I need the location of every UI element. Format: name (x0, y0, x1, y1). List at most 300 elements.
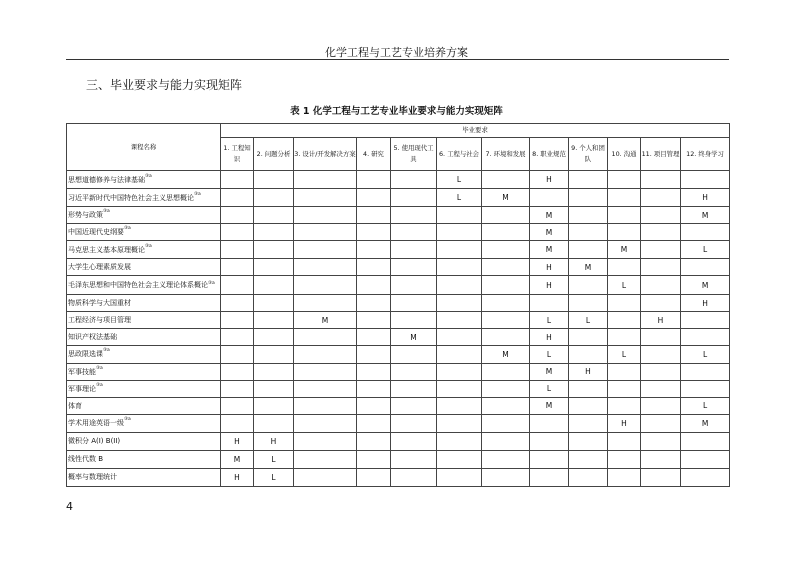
support-level-cell (221, 207, 254, 224)
support-level-cell (641, 276, 681, 295)
support-level-cell (482, 468, 530, 486)
support-level-cell (569, 189, 608, 207)
support-level-cell (482, 450, 530, 468)
support-level-cell (482, 414, 530, 432)
support-level-cell (437, 450, 482, 468)
course-name: 线性代数 B (68, 455, 104, 464)
support-level-cell (221, 312, 254, 329)
support-level-cell: H (641, 312, 681, 329)
support-level-cell: M (482, 189, 530, 207)
course-name: 概率与数理统计 (68, 473, 117, 482)
support-level-cell (569, 171, 608, 189)
support-level-cell (254, 189, 294, 207)
support-level-cell (569, 380, 608, 397)
support-level-cell (437, 241, 482, 259)
support-level-cell: L (608, 276, 641, 295)
support-level-cell (641, 241, 681, 259)
support-level-cell: H (681, 295, 730, 312)
support-level-cell (221, 295, 254, 312)
support-level-cell (254, 312, 294, 329)
support-level-cell (681, 312, 730, 329)
support-level-cell (569, 468, 608, 486)
support-level-cell (391, 432, 437, 450)
course-name-cell (67, 380, 221, 397)
support-level-cell (641, 468, 681, 486)
support-level-cell (608, 171, 641, 189)
support-level-cell (254, 346, 294, 363)
support-level-cell (357, 171, 391, 189)
support-level-cell (608, 224, 641, 241)
support-level-cell (357, 241, 391, 259)
support-level-cell (608, 207, 641, 224)
support-level-cell (391, 171, 437, 189)
requirement-header-6: 6. 工程与社会 (437, 138, 482, 171)
course-note: ③a (96, 382, 103, 388)
support-level-cell (294, 259, 357, 276)
support-level-cell (569, 241, 608, 259)
support-level-cell: M (569, 259, 608, 276)
support-level-cell (357, 259, 391, 276)
course-note: ③a (103, 209, 110, 215)
support-level-cell (221, 171, 254, 189)
support-level-cell (569, 276, 608, 295)
course-note: ③a (124, 226, 131, 232)
support-level-cell (254, 380, 294, 397)
support-level-cell (437, 468, 482, 486)
requirement-header-11: 11. 项目管理 (641, 138, 681, 171)
table-row (67, 414, 730, 432)
requirement-header-7: 7. 环境和发展 (482, 138, 530, 171)
support-level-cell (294, 276, 357, 295)
table-row (67, 468, 730, 486)
support-level-cell (357, 432, 391, 450)
support-level-cell: H (530, 259, 569, 276)
support-level-cell (391, 346, 437, 363)
support-level-cell: L (530, 380, 569, 397)
support-level-cell (482, 259, 530, 276)
requirement-header-10: 10. 沟通 (608, 138, 641, 171)
support-level-cell (357, 414, 391, 432)
support-level-cell (437, 329, 482, 346)
requirement-header-5: 5. 使用现代工具 (391, 138, 437, 171)
course-name-cell (67, 295, 221, 312)
support-level-cell (641, 432, 681, 450)
support-level-cell (357, 295, 391, 312)
support-level-cell (221, 397, 254, 414)
support-level-cell: M (608, 241, 641, 259)
support-level-cell (530, 450, 569, 468)
requirements-matrix-table (66, 123, 730, 487)
support-level-cell (569, 295, 608, 312)
course-name: 微积分 A(I) B(II) (68, 437, 121, 446)
support-level-cell (254, 397, 294, 414)
support-level-cell (357, 346, 391, 363)
support-level-cell (294, 241, 357, 259)
support-level-cell (641, 295, 681, 312)
table-row (67, 224, 730, 241)
support-level-cell: L (437, 189, 482, 207)
support-level-cell: L (254, 450, 294, 468)
support-level-cell (221, 276, 254, 295)
support-level-cell: L (437, 171, 482, 189)
support-level-cell (221, 224, 254, 241)
support-level-cell (482, 432, 530, 450)
support-level-cell: H (569, 363, 608, 380)
course-note: ③a (96, 365, 103, 371)
support-level-cell: L (608, 346, 641, 363)
support-level-cell (530, 468, 569, 486)
requirement-header-3: 3. 设计/开发解决方案 (294, 138, 357, 171)
support-level-cell (357, 276, 391, 295)
section-heading: 三、毕业要求与能力实现矩阵 (86, 78, 243, 92)
course-name-cell (67, 276, 221, 295)
support-level-cell (681, 224, 730, 241)
support-level-cell (608, 450, 641, 468)
support-level-cell: L (530, 346, 569, 363)
support-level-cell (641, 207, 681, 224)
course-name: 体育 (68, 401, 82, 410)
support-level-cell (357, 450, 391, 468)
support-level-cell: M (530, 363, 569, 380)
course-name: 毛泽东思想和中国特色社会主义理论体系概论 (68, 281, 208, 290)
course-note: ③a (145, 173, 152, 179)
course-name-cell (67, 450, 221, 468)
support-level-cell (482, 329, 530, 346)
course-name-cell (67, 468, 221, 486)
support-level-cell (357, 329, 391, 346)
support-level-cell (608, 329, 641, 346)
course-note: ③a (145, 243, 152, 249)
course-name-cell (67, 224, 221, 241)
support-level-cell (391, 241, 437, 259)
support-level-cell: H (681, 189, 730, 207)
support-level-cell (482, 397, 530, 414)
support-level-cell (437, 259, 482, 276)
support-level-cell: M (681, 207, 730, 224)
support-level-cell (608, 363, 641, 380)
table-row (67, 450, 730, 468)
support-level-cell: M (681, 414, 730, 432)
support-level-cell (294, 380, 357, 397)
course-note: ③a (103, 348, 110, 354)
support-level-cell: L (681, 397, 730, 414)
support-level-cell (294, 224, 357, 241)
support-level-cell (294, 363, 357, 380)
support-level-cell: H (221, 432, 254, 450)
support-level-cell: H (530, 276, 569, 295)
requirement-header-4: 4. 研究 (357, 138, 391, 171)
support-level-cell (391, 468, 437, 486)
support-level-cell: M (530, 397, 569, 414)
support-level-cell (681, 432, 730, 450)
support-level-cell: M (294, 312, 357, 329)
support-level-cell (608, 468, 641, 486)
support-level-cell (391, 259, 437, 276)
support-level-cell: H (254, 432, 294, 450)
support-level-cell (569, 224, 608, 241)
header-divider (66, 59, 729, 60)
support-level-cell (254, 171, 294, 189)
support-level-cell: M (681, 276, 730, 295)
support-level-cell: M (530, 207, 569, 224)
support-level-cell (608, 432, 641, 450)
course-name: 思政限选课 (68, 350, 103, 359)
support-level-cell (437, 276, 482, 295)
support-level-cell: L (681, 346, 730, 363)
support-level-cell (221, 380, 254, 397)
course-name-cell (67, 171, 221, 189)
course-name: 工程经济与项目管理 (68, 316, 131, 325)
support-level-cell (641, 224, 681, 241)
support-level-cell (221, 189, 254, 207)
table-row (67, 295, 730, 312)
support-level-cell (357, 397, 391, 414)
table-row (67, 189, 730, 207)
support-level-cell (681, 468, 730, 486)
support-level-cell (641, 329, 681, 346)
support-level-cell (391, 397, 437, 414)
course-name-cell (67, 189, 221, 207)
table-row (67, 363, 730, 380)
support-level-cell (437, 295, 482, 312)
course-name: 知识产权法基础 (68, 333, 117, 342)
support-level-cell (608, 397, 641, 414)
support-level-cell (437, 380, 482, 397)
support-level-cell (437, 312, 482, 329)
support-level-cell (254, 259, 294, 276)
support-level-cell (569, 432, 608, 450)
support-level-cell (357, 380, 391, 397)
support-level-cell (294, 171, 357, 189)
table-row (67, 397, 730, 414)
support-level-cell (254, 276, 294, 295)
support-level-cell: M (391, 329, 437, 346)
requirements-group-header: 毕业要求 (221, 124, 730, 138)
support-level-cell (641, 346, 681, 363)
support-level-cell (482, 380, 530, 397)
table-row (67, 276, 730, 295)
support-level-cell (294, 450, 357, 468)
support-level-cell (530, 414, 569, 432)
support-level-cell (569, 397, 608, 414)
support-level-cell (357, 312, 391, 329)
course-note: ③a (194, 191, 201, 197)
support-level-cell (641, 171, 681, 189)
course-name-cell (67, 241, 221, 259)
support-level-cell (254, 207, 294, 224)
support-level-cell (391, 224, 437, 241)
support-level-cell (608, 312, 641, 329)
support-level-cell (391, 363, 437, 380)
support-level-cell (391, 380, 437, 397)
course-name: 思想道德修养与法律基础 (68, 175, 145, 184)
page-number: 4 (66, 500, 73, 513)
course-name: 军事技能 (68, 367, 96, 376)
support-level-cell (221, 363, 254, 380)
course-name-cell (67, 259, 221, 276)
support-level-cell (294, 414, 357, 432)
support-level-cell (221, 259, 254, 276)
support-level-cell (681, 171, 730, 189)
support-level-cell (391, 207, 437, 224)
requirement-header-9: 9. 个人和团队 (569, 138, 608, 171)
support-level-cell: M (530, 241, 569, 259)
course-name-cell (67, 414, 221, 432)
support-level-cell (357, 207, 391, 224)
support-level-cell: H (221, 468, 254, 486)
support-level-cell (357, 363, 391, 380)
support-level-cell (391, 295, 437, 312)
support-level-cell (569, 414, 608, 432)
support-level-cell (608, 259, 641, 276)
support-level-cell: L (681, 241, 730, 259)
support-level-cell (530, 189, 569, 207)
table-row (67, 346, 730, 363)
support-level-cell: M (482, 346, 530, 363)
support-level-cell (221, 241, 254, 259)
support-level-cell (254, 295, 294, 312)
support-level-cell (437, 224, 482, 241)
course-name: 军事理论 (68, 384, 96, 393)
support-level-cell (681, 363, 730, 380)
course-name-cell (67, 207, 221, 224)
support-level-cell (641, 414, 681, 432)
course-name-cell (67, 346, 221, 363)
support-level-cell (294, 207, 357, 224)
support-level-cell (391, 276, 437, 295)
support-level-cell (221, 414, 254, 432)
support-level-cell (391, 189, 437, 207)
course-name-header: 课程名称 (67, 124, 221, 171)
support-level-cell: L (569, 312, 608, 329)
support-level-cell (641, 189, 681, 207)
support-level-cell (608, 189, 641, 207)
course-name-cell (67, 432, 221, 450)
support-level-cell (482, 171, 530, 189)
support-level-cell (294, 397, 357, 414)
support-level-cell (294, 432, 357, 450)
table-row (67, 171, 730, 189)
page-header-title: 化学工程与工艺专业培养方案 (325, 46, 468, 59)
support-level-cell (391, 414, 437, 432)
support-level-cell (437, 363, 482, 380)
support-level-cell (437, 346, 482, 363)
table-row (67, 432, 730, 450)
course-name-cell (67, 312, 221, 329)
requirement-header-1: 1. 工程知识 (221, 138, 254, 171)
support-level-cell (254, 363, 294, 380)
support-level-cell (294, 295, 357, 312)
support-level-cell (569, 450, 608, 468)
requirement-header-12: 12. 终身学习 (681, 138, 730, 171)
course-name-cell (67, 363, 221, 380)
support-level-cell (681, 380, 730, 397)
table-caption: 表 1 化学工程与工艺专业毕业要求与能力实现矩阵 (290, 106, 503, 117)
support-level-cell (482, 363, 530, 380)
support-level-cell (254, 329, 294, 346)
support-level-cell (357, 189, 391, 207)
table-row (67, 207, 730, 224)
course-name: 大学生心理素质发展 (68, 263, 131, 272)
support-level-cell (608, 380, 641, 397)
course-note: ③a (124, 417, 131, 423)
requirement-header-2: 2. 问题分析 (254, 138, 294, 171)
support-level-cell (482, 312, 530, 329)
course-name: 学术用途英语一级 (68, 419, 124, 428)
course-name: 物质科学与大国重材 (68, 299, 131, 308)
support-level-cell (221, 346, 254, 363)
support-level-cell: L (254, 468, 294, 486)
support-level-cell (569, 346, 608, 363)
support-level-cell (482, 241, 530, 259)
support-level-cell (608, 295, 641, 312)
support-level-cell (221, 329, 254, 346)
course-name: 习近平新时代中国特色社会主义思想概论 (68, 193, 194, 202)
course-note: ③a (208, 281, 215, 287)
support-level-cell (641, 380, 681, 397)
course-name: 形势与政策 (68, 211, 103, 220)
support-level-cell: M (221, 450, 254, 468)
course-name: 中国近现代史纲要 (68, 228, 124, 237)
table-row (67, 241, 730, 259)
support-level-cell (294, 346, 357, 363)
support-level-cell (437, 207, 482, 224)
support-level-cell (641, 363, 681, 380)
requirement-header-8: 8. 职业规范 (530, 138, 569, 171)
support-level-cell (641, 450, 681, 468)
support-level-cell (254, 414, 294, 432)
support-level-cell (357, 468, 391, 486)
support-level-cell: H (530, 329, 569, 346)
support-level-cell (391, 312, 437, 329)
course-name-cell (67, 329, 221, 346)
support-level-cell (482, 276, 530, 295)
support-level-cell (294, 329, 357, 346)
support-level-cell: M (530, 224, 569, 241)
course-name: 马克思主义基本原理概论 (68, 245, 145, 254)
table-row (67, 380, 730, 397)
support-level-cell (530, 432, 569, 450)
support-level-cell (254, 224, 294, 241)
support-level-cell (641, 259, 681, 276)
support-level-cell: L (530, 312, 569, 329)
table-row (67, 329, 730, 346)
support-level-cell (294, 189, 357, 207)
support-level-cell (681, 259, 730, 276)
support-level-cell (681, 450, 730, 468)
support-level-cell (569, 207, 608, 224)
support-level-cell (530, 295, 569, 312)
support-level-cell (254, 241, 294, 259)
course-name-cell (67, 397, 221, 414)
support-level-cell (482, 295, 530, 312)
support-level-cell: H (530, 171, 569, 189)
table-row (67, 312, 730, 329)
support-level-cell (569, 329, 608, 346)
support-level-cell (391, 450, 437, 468)
table-row (67, 259, 730, 276)
support-level-cell (437, 432, 482, 450)
support-level-cell (357, 224, 391, 241)
support-level-cell (482, 207, 530, 224)
support-level-cell (681, 329, 730, 346)
support-level-cell (437, 397, 482, 414)
support-level-cell (641, 397, 681, 414)
support-level-cell (482, 224, 530, 241)
support-level-cell: H (608, 414, 641, 432)
support-level-cell (437, 414, 482, 432)
support-level-cell (294, 468, 357, 486)
